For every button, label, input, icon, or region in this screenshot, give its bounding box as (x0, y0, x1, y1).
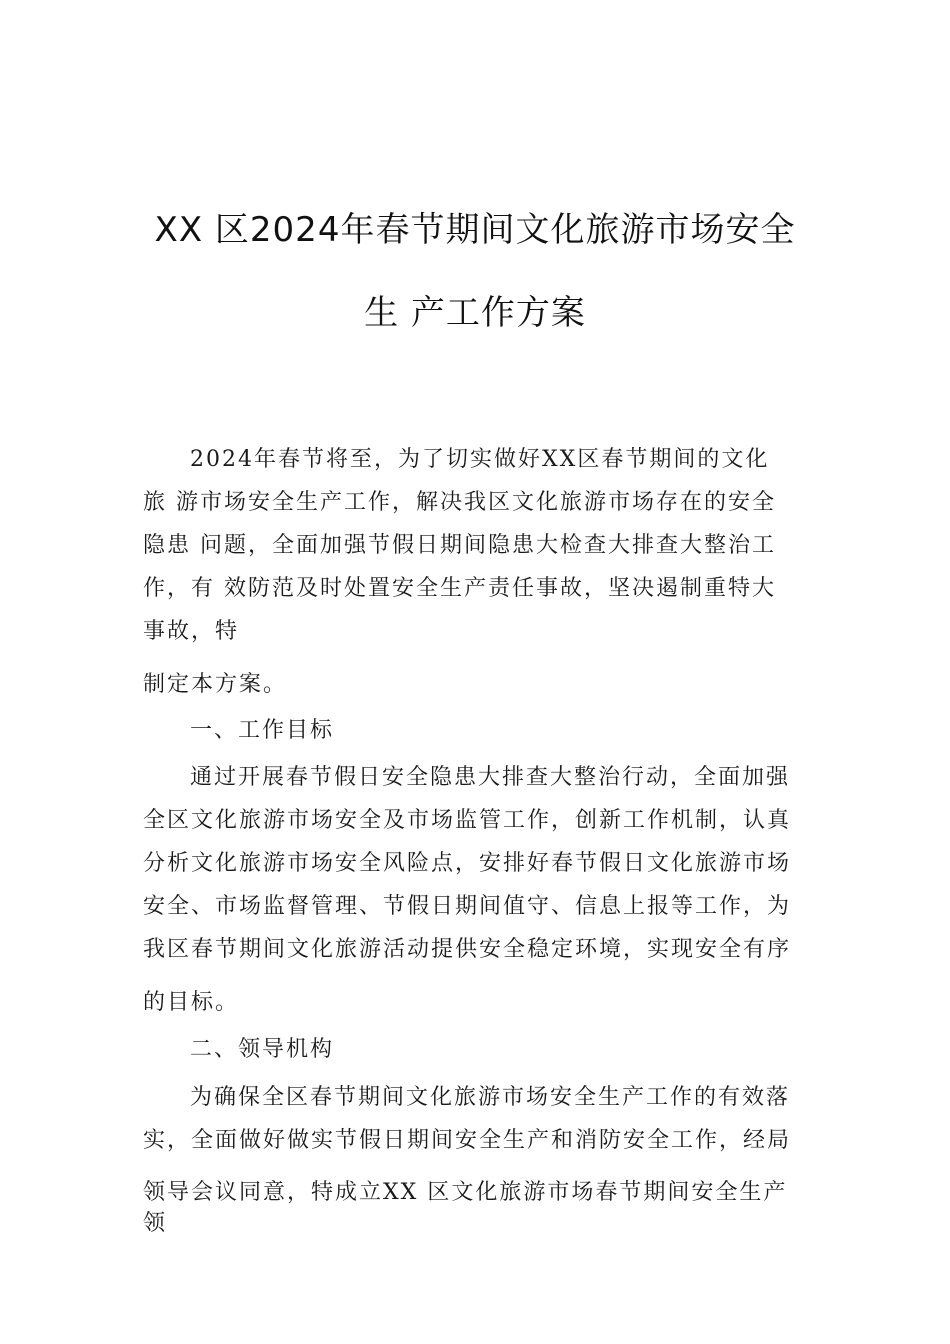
paragraph-line: 分析文化旅游市场安全风险点，安排好春节假日文化旅游市场 (143, 851, 792, 876)
paragraph-line: 领 (143, 1211, 168, 1236)
paragraph-line: 实，全面做好做实节假日期间安全生产和消防安全工作，经局 (143, 1128, 792, 1153)
paragraph-line: 旅 游市场安全生产工作，解决我区文化旅游市场存在的安全 (143, 490, 776, 515)
document-title-line-1: XX 区2024年春节期间文化旅游市场安全 (154, 210, 796, 250)
paragraph-line: 隐患 问题，全面加强节假日期间隐患大检查大排查大整治工 (143, 533, 776, 558)
paragraph-line: 制定本方案。 (143, 672, 288, 697)
paragraph-line: 通过开展春节假日安全隐患大排查大整治行动，全面加强 (190, 765, 791, 790)
paragraph-line: 安全、市场监督管理、节假日期间值守、信息上报等工作，为 (143, 894, 792, 919)
section-heading-goals: 一、工作目标 (190, 718, 335, 743)
document-title-line-2: 生 产工作方案 (364, 293, 586, 333)
paragraph-line: 事故，特 (143, 619, 240, 644)
section-heading-leadership: 二、领导机构 (190, 1037, 335, 1062)
paragraph-line: 的目标。 (143, 990, 240, 1015)
paragraph-line: 作，有 效防范及时处置安全生产责任事故，坚决遏制重特大 (143, 576, 776, 601)
paragraph-line: 为确保全区春节期间文化旅游市场安全生产工作的有效落 (190, 1085, 791, 1110)
paragraph-line: 我区春节期间文化旅游活动提供安全稳定环境，实现安全有序 (143, 937, 792, 962)
paragraph-line: 领导会议同意，特成立XX 区文化旅游市场春节期间安全生产 (143, 1180, 788, 1205)
paragraph-line: 全区文化旅游市场安全及市场监管工作，创新工作机制，认真 (143, 808, 792, 833)
paragraph-line: 2024年春节将至，为了切实做好XX区春节期间的文化 (190, 447, 770, 472)
